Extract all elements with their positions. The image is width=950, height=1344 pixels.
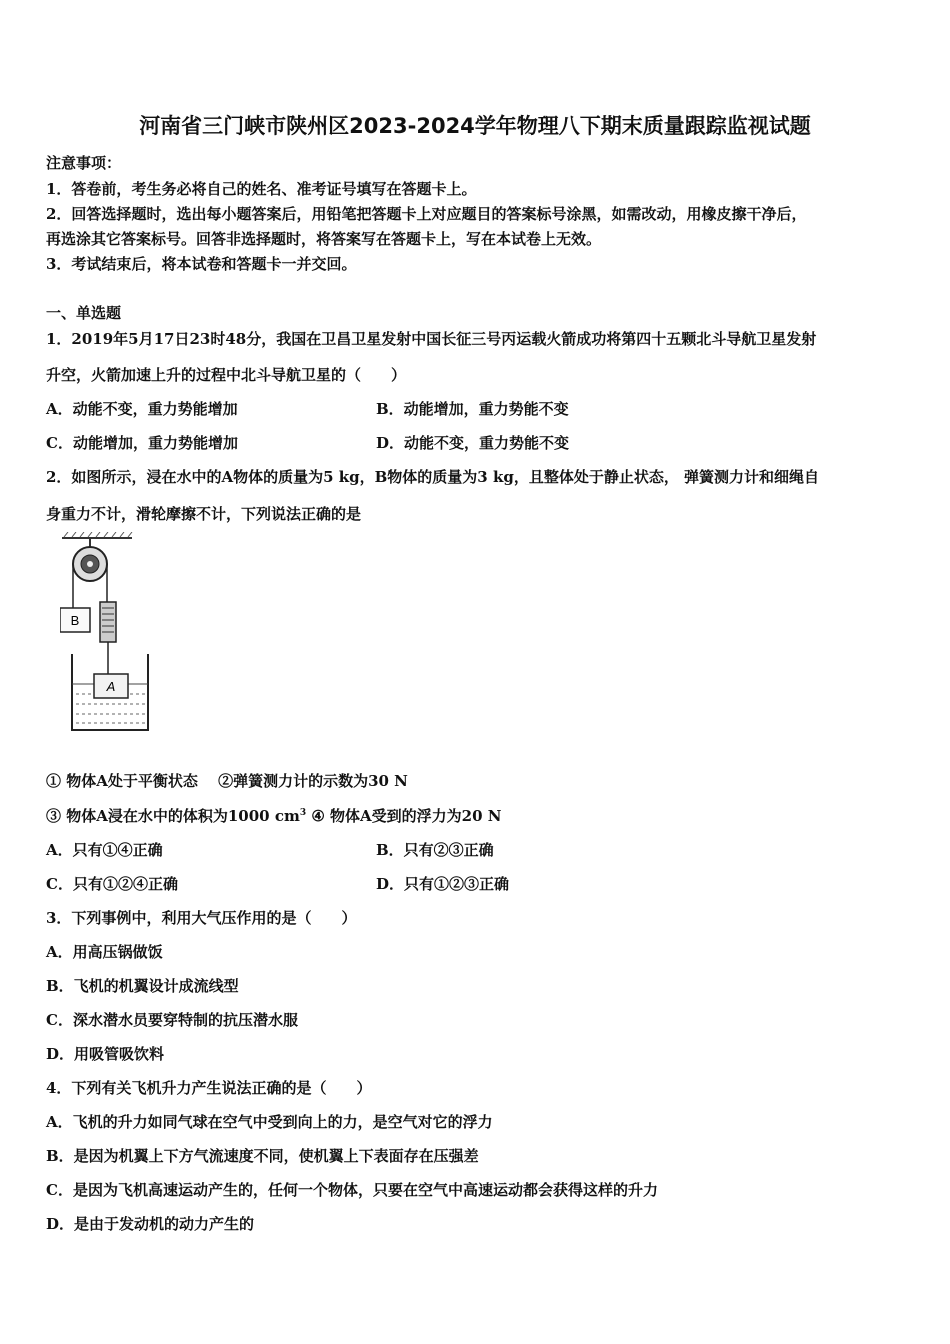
pulley-diagram [60,532,160,732]
q3-option-d[interactable]: D．用吸管吸饮料 [46,1045,165,1063]
notice-item: 再选涂其它答案标号。回答非选择题时，将答案写在答题卡上，写在本试卷上无效。 [46,230,602,248]
q3-option-c[interactable]: C．深水潜水员要穿特制的抗压潜水服 [46,1011,298,1029]
q3-stem: 3．下列事例中，利用大气压作用的是（ ） [46,909,357,927]
q2-stem-line2: 身重力不计，滑轮摩擦不计，下列说法正确的是 [46,505,362,523]
q4-stem: 4．下列有关飞机升力产生说法正确的是（ ） [46,1079,372,1097]
q1-option-a[interactable]: A．动能不变，重力势能增加 [46,400,238,418]
q4-option-a[interactable]: A．飞机的升力如同气球在空气中受到向上的力，是空气对它的浮力 [46,1113,493,1131]
q1-stem-line2: 升空，火箭加速上升的过程中北斗导航卫星的（ ） [46,366,407,384]
q1-option-c[interactable]: C．动能增加，重力势能增加 [46,434,238,452]
q2-option-b[interactable]: B．只有②③正确 [376,841,494,859]
notice-heading: 注意事项： [46,154,122,172]
q1-option-b[interactable]: B．动能增加，重力势能不变 [376,400,569,418]
notice-item: 1．答卷前，考生务必将自己的姓名、准考证号填写在答题卡上。 [46,180,477,198]
block-a-label: A [106,679,116,694]
section-heading: 一、单选题 [46,304,122,322]
q3-option-b[interactable]: B．飞机的机翼设计成流线型 [46,977,239,995]
q2-option-c[interactable]: C．只有①②④正确 [46,875,178,893]
notice-item: 2．回答选择题时，选出每小题答案后，用铅笔把答题卡上对应题目的答案标号涂黑，如需改动，用橡皮擦干净后， [46,205,807,223]
q1-stem-line1: 1．2019年5月17日23时48分，我国在卫昌卫星发射中国长征三号丙运载火箭成功将第四十五颗北斗导航卫星发射 [46,330,817,348]
q2-statement-2: ③ 物体A浸在水中的体积为1000 $cm^3$ ④ 物体A受到的浮力为20 N [46,807,502,825]
q2-option-a[interactable]: A．只有①④正确 [46,841,163,859]
q4-option-d[interactable]: D．是由于发动机的动力产生的 [46,1215,255,1233]
q4-option-c[interactable]: C．是因为飞机高速运动产生的，任何一个物体，只要在空气中高速运动都会获得这样的升力 [46,1181,658,1199]
q4-option-b[interactable]: B．是因为机翼上下方气流速度不同，使机翼上下表面存在压强差 [46,1147,479,1165]
q2-option-d[interactable]: D．只有①②③正确 [376,875,510,893]
q2-stem-line1: 2．如图所示，浸在水中的A物体的质量为5 kg，B物体的质量为3 kg，且整体处于静止状态， 弹簧测力计和细绳自 [46,468,820,486]
page-title: 河南省三门峡市陕州区2023-2024学年物理八下期末质量跟踪监视试题 [139,114,811,138]
q2-statement-1: ① 物体A处于平衡状态 ②弹簧测力计的示数为30 N [46,772,408,790]
notice-item: 3．考试结束后，将本试卷和答题卡一并交回。 [46,255,357,273]
q3-option-a[interactable]: A．用高压锅做饭 [46,943,163,961]
block-b-label: B [70,613,80,628]
q1-option-d[interactable]: D．动能不变，重力势能不变 [376,434,570,452]
